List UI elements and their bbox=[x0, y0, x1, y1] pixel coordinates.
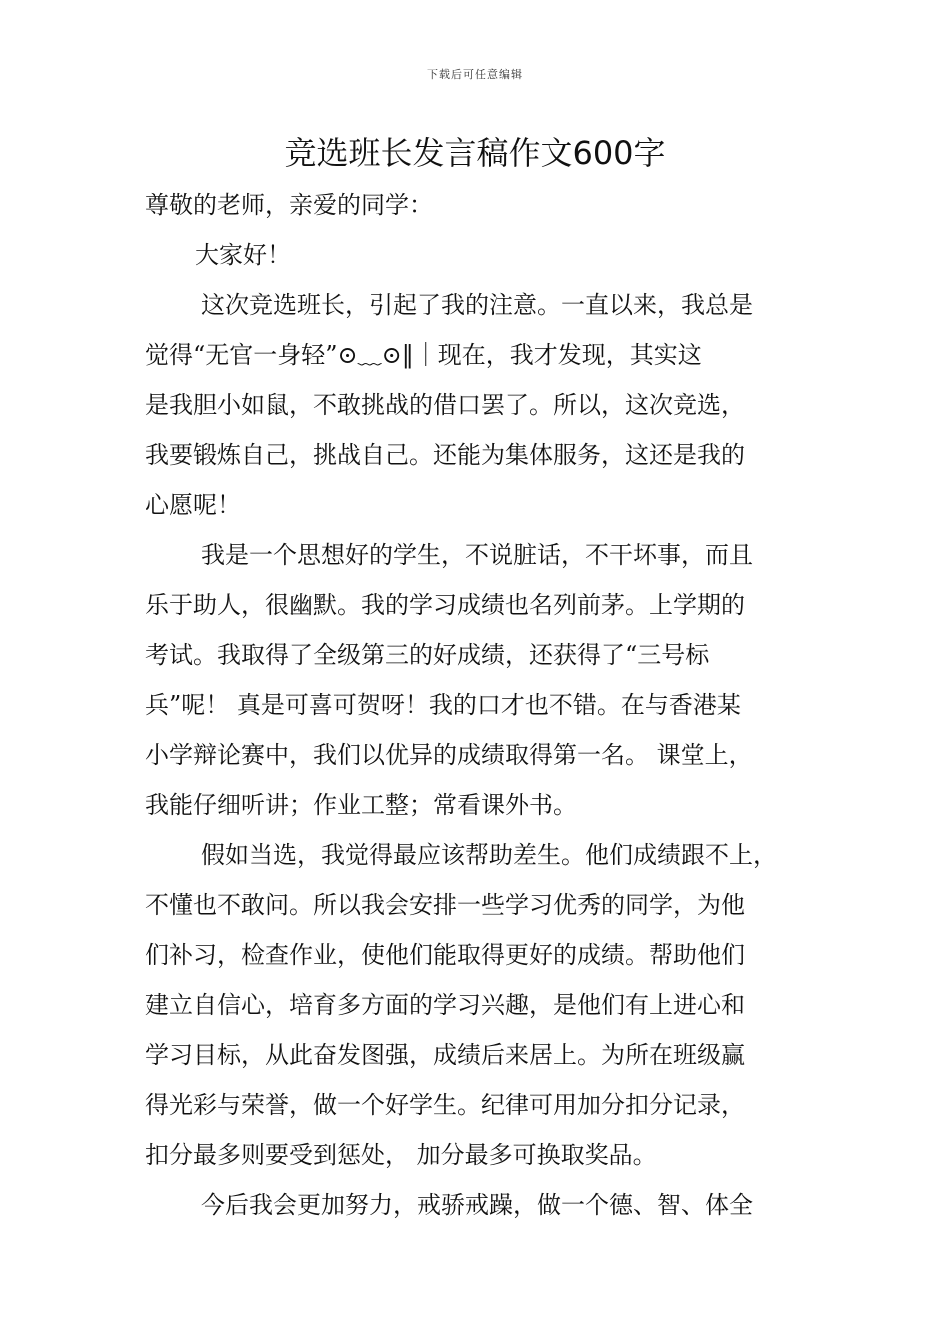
text-line: 大家好！ bbox=[195, 241, 291, 269]
text-line: 假如当选，我觉得最应该帮助差生。他们成绩跟不上， bbox=[201, 841, 777, 869]
text-line: 我是一个思想好的学生，不说脏话，不干坏事，而且 bbox=[201, 541, 753, 569]
text-line: 们补习，检查作业，使他们能取得更好的成绩。帮助他们 bbox=[145, 941, 745, 969]
text-line: 是我胆小如鼠，不敢挑战的借口罢了。所以，这次竞选， bbox=[145, 391, 745, 419]
text-line: 小学辩论赛中，我们以优异的成绩取得第一名。 课堂上， bbox=[145, 741, 753, 769]
header-note: 下载后可任意编辑 bbox=[427, 68, 523, 81]
text-line: 心愿呢！ bbox=[145, 491, 241, 519]
text-line: 我要锻炼自己，挑战自己。还能为集体服务，这还是我的 bbox=[145, 441, 745, 469]
essay-body bbox=[145, 180, 825, 1230]
text-line: 乐于助人，很幽默。我的学习成绩也名列前茅。上学期的 bbox=[145, 591, 745, 619]
text-line: 我能仔细听讲；作业工整；常看课外书。 bbox=[145, 791, 577, 819]
text-line: 兵”呢！ 真是可喜可贺呀！我的口才也不错。在与香港某 bbox=[145, 691, 741, 719]
text-line: 尊敬的老师，亲爱的同学： bbox=[145, 191, 433, 219]
page-title: 竞选班长发言稿作文600字 bbox=[284, 134, 666, 172]
text-line: 学习目标，从此奋发图强，成绩后来居上。为所在班级赢 bbox=[145, 1041, 745, 1069]
text-line: 扣分最多则要受到惩处， 加分最多可换取奖品。 bbox=[145, 1141, 657, 1169]
text-line: 觉得“无官一身轻”⊙﹏⊙‖｜现在，我才发现，其实这 bbox=[145, 341, 702, 369]
text-line: 这次竞选班长，引起了我的注意。一直以来，我总是 bbox=[201, 291, 753, 319]
text-line: 得光彩与荣誉，做一个好学生。纪律可用加分扣分记录， bbox=[145, 1091, 745, 1119]
text-line: 今后我会更加努力，戒骄戒躁，做一个德、智、体全 bbox=[201, 1191, 753, 1219]
text-line: 建立自信心，培育多方面的学习兴趣，是他们有上进心和 bbox=[145, 991, 745, 1019]
text-line: 考试。我取得了全级第三的好成绩，还获得了“三号标 bbox=[145, 641, 710, 669]
text-line: 不懂也不敢问。所以我会安排一些学习优秀的同学，为他 bbox=[145, 891, 745, 919]
